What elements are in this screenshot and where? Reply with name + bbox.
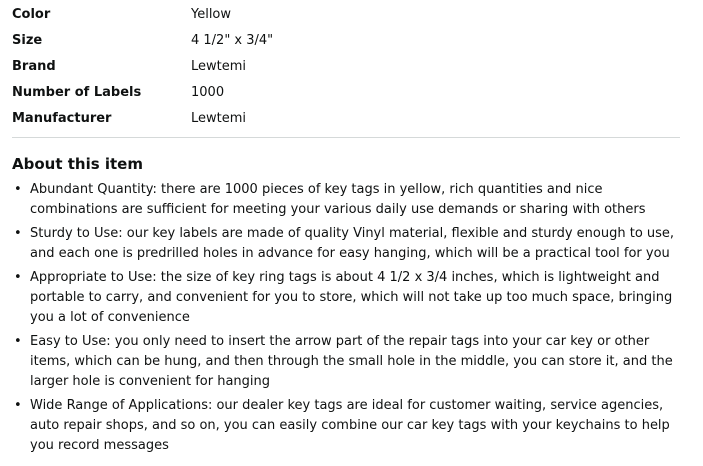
bullet-dot-icon: • xyxy=(14,270,22,285)
feature-bullet-text: Sturdy to Use: our key labels are made of quality Vinyl material, flexible and sturdy enough to use, and each one is predrilled holes in advance for easy hanging, which will be a practical tool for you xyxy=(30,226,675,261)
feature-bullet-text: Appropriate to Use: the size of key ring tags is about 4 1/2 x 3/4 inches, which is lightweight and portable to carry, and convenient for you to store, which will not take up too much space, bringing you a lot of convenience xyxy=(30,270,673,325)
feature-bullet xyxy=(12,268,680,328)
feature-bullet xyxy=(12,332,680,392)
feature-bullet xyxy=(12,224,680,264)
detail-value: Yellow xyxy=(191,7,232,22)
detail-label: Color xyxy=(12,7,51,22)
detail-label: Size xyxy=(12,33,43,48)
detail-row-number-of-labels xyxy=(12,82,273,108)
bullet-dot-icon: • xyxy=(14,226,22,241)
detail-value: Lewtemi xyxy=(191,59,247,74)
bullet-dot-icon: • xyxy=(14,398,22,413)
section-divider xyxy=(12,137,680,138)
feature-bullet-list xyxy=(12,180,680,460)
feature-bullet-text: Abundant Quantity: there are 1000 pieces of key tags in yellow, rich quantities and nice combinations are sufficient for meeting your various daily use demands or sharing with others xyxy=(30,182,646,217)
feature-bullet-text: Easy to Use: you only need to insert the arrow part of the repair tags into your car key or other items, which can be hung, and then through the small hole in the middle, you can store it, and the larger hole is convenient for hanging xyxy=(30,334,673,389)
feature-bullet xyxy=(12,180,680,220)
feature-bullet xyxy=(12,396,680,456)
detail-value: 4 1/2" x 3/4" xyxy=(191,33,274,48)
detail-value: 1000 xyxy=(191,85,225,100)
detail-label: Brand xyxy=(12,59,56,74)
detail-row-manufacturer xyxy=(12,108,273,134)
detail-row-color xyxy=(12,4,273,30)
detail-label: Manufacturer xyxy=(12,111,112,126)
bullet-dot-icon: • xyxy=(14,182,22,197)
detail-row-size xyxy=(12,30,273,56)
product-details-table xyxy=(12,4,273,134)
detail-value: Lewtemi xyxy=(191,111,247,126)
detail-label: Number of Labels xyxy=(12,85,142,100)
detail-row-brand xyxy=(12,56,273,82)
feature-bullet-text: Wide Range of Applications: our dealer key tags are ideal for customer waiting, service agencies, auto repair shops, and so on, you can easily combine our car key tags with your keychains to help you record messages xyxy=(30,398,670,453)
about-this-item-heading: About this item xyxy=(12,155,143,173)
bullet-dot-icon: • xyxy=(14,334,22,349)
